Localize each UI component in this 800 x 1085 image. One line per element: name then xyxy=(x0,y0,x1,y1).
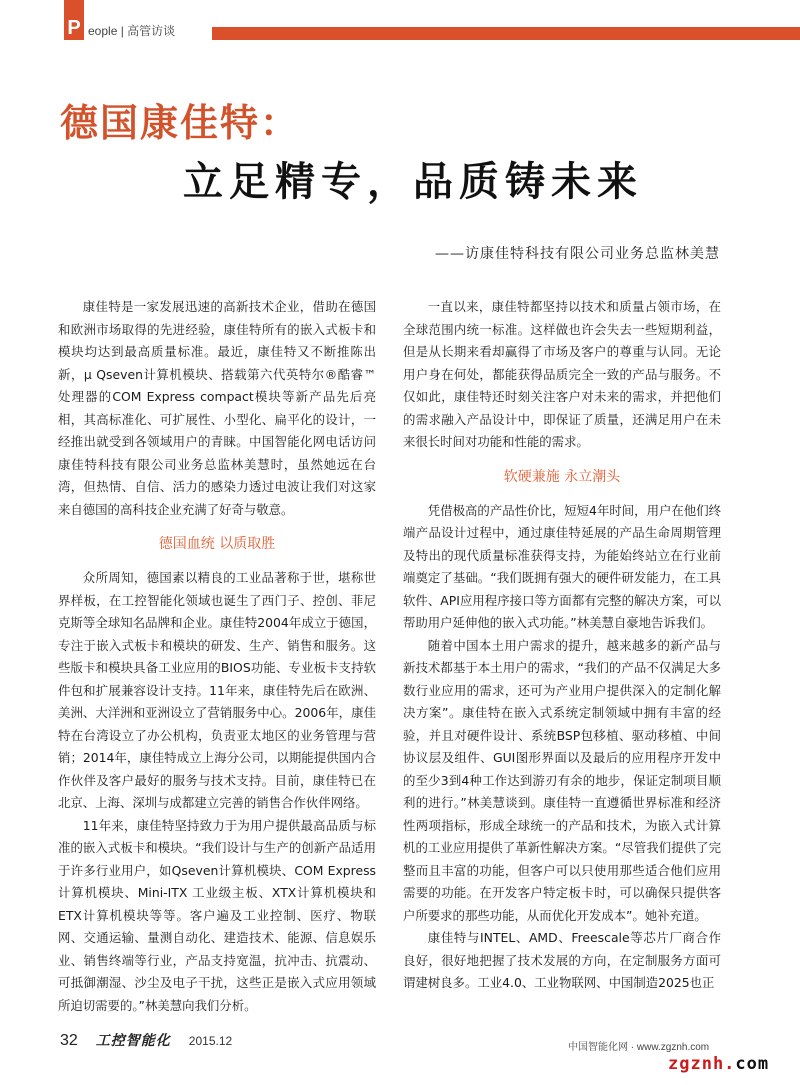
section-heading: 软硬兼施 永立潮头 xyxy=(503,468,621,485)
site-credit: 中国智能化网 · www.zgznh.com xyxy=(568,1042,710,1053)
page-header xyxy=(64,0,800,40)
paragraph: 11年来，康佳特坚持致力于为用户提供最高品质与标准的嵌入式板卡和模块。“我们设计与生产的创新产品适用于许多行业用户，如Qseven计算机模块、COM Express计算机模块、Mini-ITX 工业级主板、XTX计算机模块和ETX计算机模块等等。客户遍及工业控制、医疗、物联网、交通运输、量测自动化、建造技术、能源、信息娱乐业、销售终端等行业，产品支持宽温，抗冲击、抗震动、可抵御潮湿、沙尘及电子干扰，这些正是嵌入式应用领域所迫切需要的。”林美慧向我们分析。 xyxy=(58,817,376,1013)
article-title: 德国康佳特： xyxy=(60,100,301,145)
section-label: eople | 高管访谈 xyxy=(88,24,176,38)
watermark-domain: zgznh. xyxy=(668,1054,736,1074)
watermark xyxy=(668,1054,769,1074)
header-accent-bar xyxy=(212,27,800,40)
paragraph: 一直以来，康佳特都坚持以技术和质量占领市场，在全球范围内统一标准。这样做也许会失去一些短期利益，但是从长期来看却赢得了市场及客户的尊重与认同。无论用户身在何处，都能获得品质完全一致的产品与服务。不仅如此，康佳特还时刻关注客户对未来的需求，并把他们的需求融入产品设计中，即保证了质量，还满足用户在未来很长时间对功能和性能的需求。 xyxy=(403,299,721,449)
paragraph: 众所周知，德国素以精良的工业品著称于世，堪称世界样板，在工控智能化领域也诞生了西门子、控创、菲尼克斯等全球知名品牌和企业。康佳特2004年成立于德国，专注于嵌入式板卡和模块的研发、生产、销售和服务。这些版卡和模块具备工业应用的BIOS功能、专业板卡支持软件包和扩展兼容设计支持。11年来，康佳特先后在欧洲、美洲、大洋洲和亚洲设立了营销服务中心。2006年，康佳特在台湾设立了办公机构，负责亚太地区的业务管理与营销；2014年，康佳特成立上海分公司，以期能提供国内合作伙伴及客户最好的服务与技术支持。目前，康佳特已在北京、上海、深圳与成都建立完善的销售合作伙伴网络。 xyxy=(58,570,376,810)
right-column xyxy=(403,296,721,995)
paragraph: 康佳特与INTEL、AMD、Freescale等芯片厂商合作良好，很好地把握了技术发展的方向，在定制服务方面可谓建树良多。工业4.0、工业物联网、中国制造2025也正 xyxy=(403,930,721,990)
page-footer xyxy=(60,1030,232,1050)
page-number: 32 xyxy=(60,1032,78,1049)
section-heading: 德国血统 以质取胜 xyxy=(158,536,276,552)
left-column xyxy=(58,296,376,1017)
paragraph: 凭借极高的产品性价比，短短4年时间，用户在他们终端产品设计过程中，通过康佳特延展的产品生命周期管理及特出的现代质量标准获得支持，为能始终站立在行业前端奠定了基础。“我们既拥有强大的硬件研发能力，在工具软件、API应用程序接口等方面都有完整的解决方案，可以帮助用户延伸他的嵌入式功能。”林美慧自豪地告诉我们。 xyxy=(403,502,721,630)
magazine-logo: 工控智能化 xyxy=(95,1033,171,1049)
paragraph: 康佳特是一家发展迅速的高新技术企业，借助在德国和欧洲市场取得的先进经验，康佳特所有的嵌入式板卡和模块均达到最高质量标准。最近，康佳特又不断推陈出新，μ Qseven计算机模块、搭载第六代英特尔®酷睿™处理器的COM Express compact模块等新产品先后亮相，其高标准化、可扩展性、小型化、扁平化的设计，一经推出就受到各领域用户的青睐。中国智能化网电话访问康佳特科技有限公司业务总监林美慧时，虽然她远在台湾，但热情、自信、活力的感染力透过电波让我们对这家来自德国的高科技企业充满了好奇与敬意。 xyxy=(58,299,376,517)
watermark-tld: com xyxy=(735,1054,770,1074)
issue-date: 2015.12 xyxy=(188,1034,233,1048)
paragraph: 随着中国本土用户需求的提升，越来越多的新产品与新技术都基于本土用户的需求，“我们的产品不仅满足大多数行业应用的需求，还可为产业用户提供深入的定制化解决方案”。康佳特在嵌入式系统定制领域中拥有丰富的经验，并且对硬件设计、系统BSP包移植、驱动移植、中间协议层及组件、GUI图形界面以及最后的应用程序开发中的至少3到4种工作达到游刃有余的地步，保证定制项目顺利的进行。”林美慧谈到。康佳特一直遵循世界标准和经济性两项指标，形成全球统一的产品和技术，为嵌入式计算机的工业应用提供了革新性解决方案。“尽管我们提供了完整而且丰富的功能，但客户可以只使用那些适合他们应用需要的功能。在开发客户特定板卡时，可以确保只提供客户所要求的那些功能，从而优化开发成本”。她补充道。 xyxy=(403,637,721,923)
section-initial-block: P xyxy=(64,0,84,40)
article-byline: ——访康佳特科技有限公司业务总监林美慧 xyxy=(435,246,720,262)
article-subtitle: 立足精专，品质铸未来 xyxy=(183,158,643,205)
